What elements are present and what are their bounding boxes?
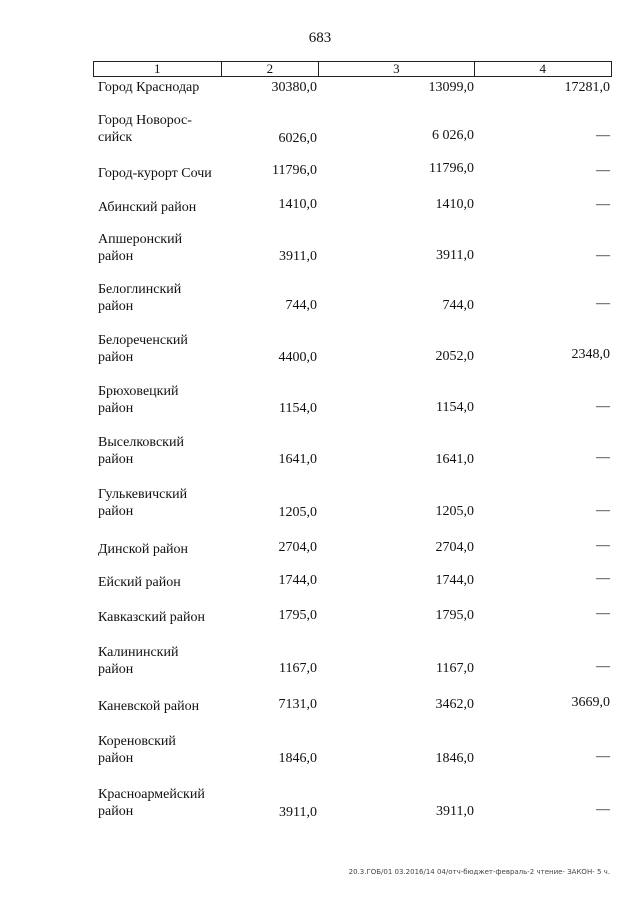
header-col-2: 2 bbox=[222, 62, 320, 76]
region-name: Белореченский район bbox=[98, 333, 188, 365]
value-col-3: 3911,0 bbox=[436, 804, 474, 819]
region-name: Калининский район bbox=[98, 645, 179, 677]
region-name: Динской район bbox=[98, 542, 189, 557]
value-col-4: — bbox=[596, 503, 610, 518]
value-col-2: 3911,0 bbox=[279, 805, 317, 820]
value-col-2: 1744,0 bbox=[278, 573, 317, 588]
value-col-2: 1154,0 bbox=[279, 401, 317, 416]
value-col-3: 744,0 bbox=[442, 298, 474, 313]
value-col-4: — bbox=[596, 802, 610, 817]
value-col-3: 1641,0 bbox=[435, 452, 474, 467]
table-header bbox=[93, 61, 612, 77]
value-col-2: 6026,0 bbox=[278, 131, 317, 146]
region-name: Ейский район bbox=[98, 575, 181, 590]
value-col-3: 1205,0 bbox=[435, 504, 474, 519]
value-col-3: 6 026,0 bbox=[432, 128, 474, 143]
region-name: Гулькевичский район bbox=[98, 487, 188, 519]
value-col-4: — bbox=[596, 450, 610, 465]
value-col-2: 744,0 bbox=[285, 298, 317, 313]
value-col-4: — bbox=[596, 248, 610, 263]
value-col-4: — bbox=[596, 399, 610, 414]
header-col-1: 1 bbox=[94, 62, 222, 76]
value-col-3: 2704,0 bbox=[435, 540, 474, 555]
value-col-2: 1846,0 bbox=[278, 751, 317, 766]
value-col-4: — bbox=[596, 538, 610, 553]
value-col-2: 1410,0 bbox=[278, 197, 317, 212]
value-col-4: 2348,0 bbox=[571, 347, 610, 362]
value-col-2: 1167,0 bbox=[279, 661, 317, 676]
value-col-2: 7131,0 bbox=[278, 697, 317, 712]
value-col-4: 3669,0 bbox=[571, 695, 610, 710]
value-col-2: 1641,0 bbox=[278, 452, 317, 467]
value-col-4: 17281,0 bbox=[564, 80, 610, 95]
value-col-3: 11796,0 bbox=[429, 161, 474, 176]
header-col-4: 4 bbox=[539, 61, 547, 76]
value-col-3: 1167,0 bbox=[436, 661, 474, 676]
region-name: Апшеронский район bbox=[98, 232, 183, 264]
value-col-4: — bbox=[596, 296, 610, 311]
value-col-3: 1795,0 bbox=[435, 608, 474, 623]
value-col-3: 3462,0 bbox=[435, 697, 474, 712]
value-col-2: 3911,0 bbox=[279, 249, 317, 264]
region-name: Абинский район bbox=[98, 200, 197, 215]
value-col-4: — bbox=[596, 571, 610, 586]
value-col-2: 30380,0 bbox=[271, 80, 317, 95]
value-col-4: — bbox=[596, 659, 610, 674]
value-col-2: 11796,0 bbox=[272, 163, 317, 178]
region-name: Город Краснодар bbox=[98, 80, 200, 95]
value-col-2: 1795,0 bbox=[278, 608, 317, 623]
value-col-3: 1410,0 bbox=[435, 197, 474, 212]
region-name: Город-курорт Сочи bbox=[98, 166, 212, 181]
region-name: Красноармейский район bbox=[98, 787, 205, 819]
region-name: Город Новорос- сийск bbox=[98, 113, 192, 145]
value-col-2: 1205,0 bbox=[278, 505, 317, 520]
value-col-3: 3911,0 bbox=[436, 248, 474, 263]
value-col-3: 1846,0 bbox=[435, 751, 474, 766]
page-number: 683 bbox=[308, 30, 332, 46]
value-col-4: — bbox=[596, 128, 610, 143]
value-col-2: 2704,0 bbox=[278, 540, 317, 555]
value-col-4: — bbox=[596, 163, 610, 178]
value-col-3: 13099,0 bbox=[428, 80, 474, 95]
value-col-3: 2052,0 bbox=[435, 349, 474, 364]
header-col-3: 3 bbox=[319, 62, 474, 76]
region-name: Кавказский район bbox=[98, 610, 206, 625]
region-name: Белоглинский район bbox=[98, 282, 182, 314]
region-name: Выселковский район bbox=[98, 435, 184, 467]
region-name: Каневской район bbox=[98, 699, 200, 714]
value-col-3: 1154,0 bbox=[436, 400, 474, 415]
region-name: Брюховецкий район bbox=[98, 384, 179, 416]
region-name: Кореновский район bbox=[98, 734, 176, 766]
value-col-4: — bbox=[596, 197, 610, 212]
value-col-4: — bbox=[596, 606, 610, 621]
value-col-3: 1744,0 bbox=[435, 573, 474, 588]
value-col-4: — bbox=[596, 749, 610, 764]
value-col-2: 4400,0 bbox=[278, 350, 317, 365]
footer-filepath: 20.3.ГОБ/01 03.2016/14 04/отч-бюджет-февраль-2 чтение- ЗАКОН- 5 ч. bbox=[348, 868, 610, 876]
